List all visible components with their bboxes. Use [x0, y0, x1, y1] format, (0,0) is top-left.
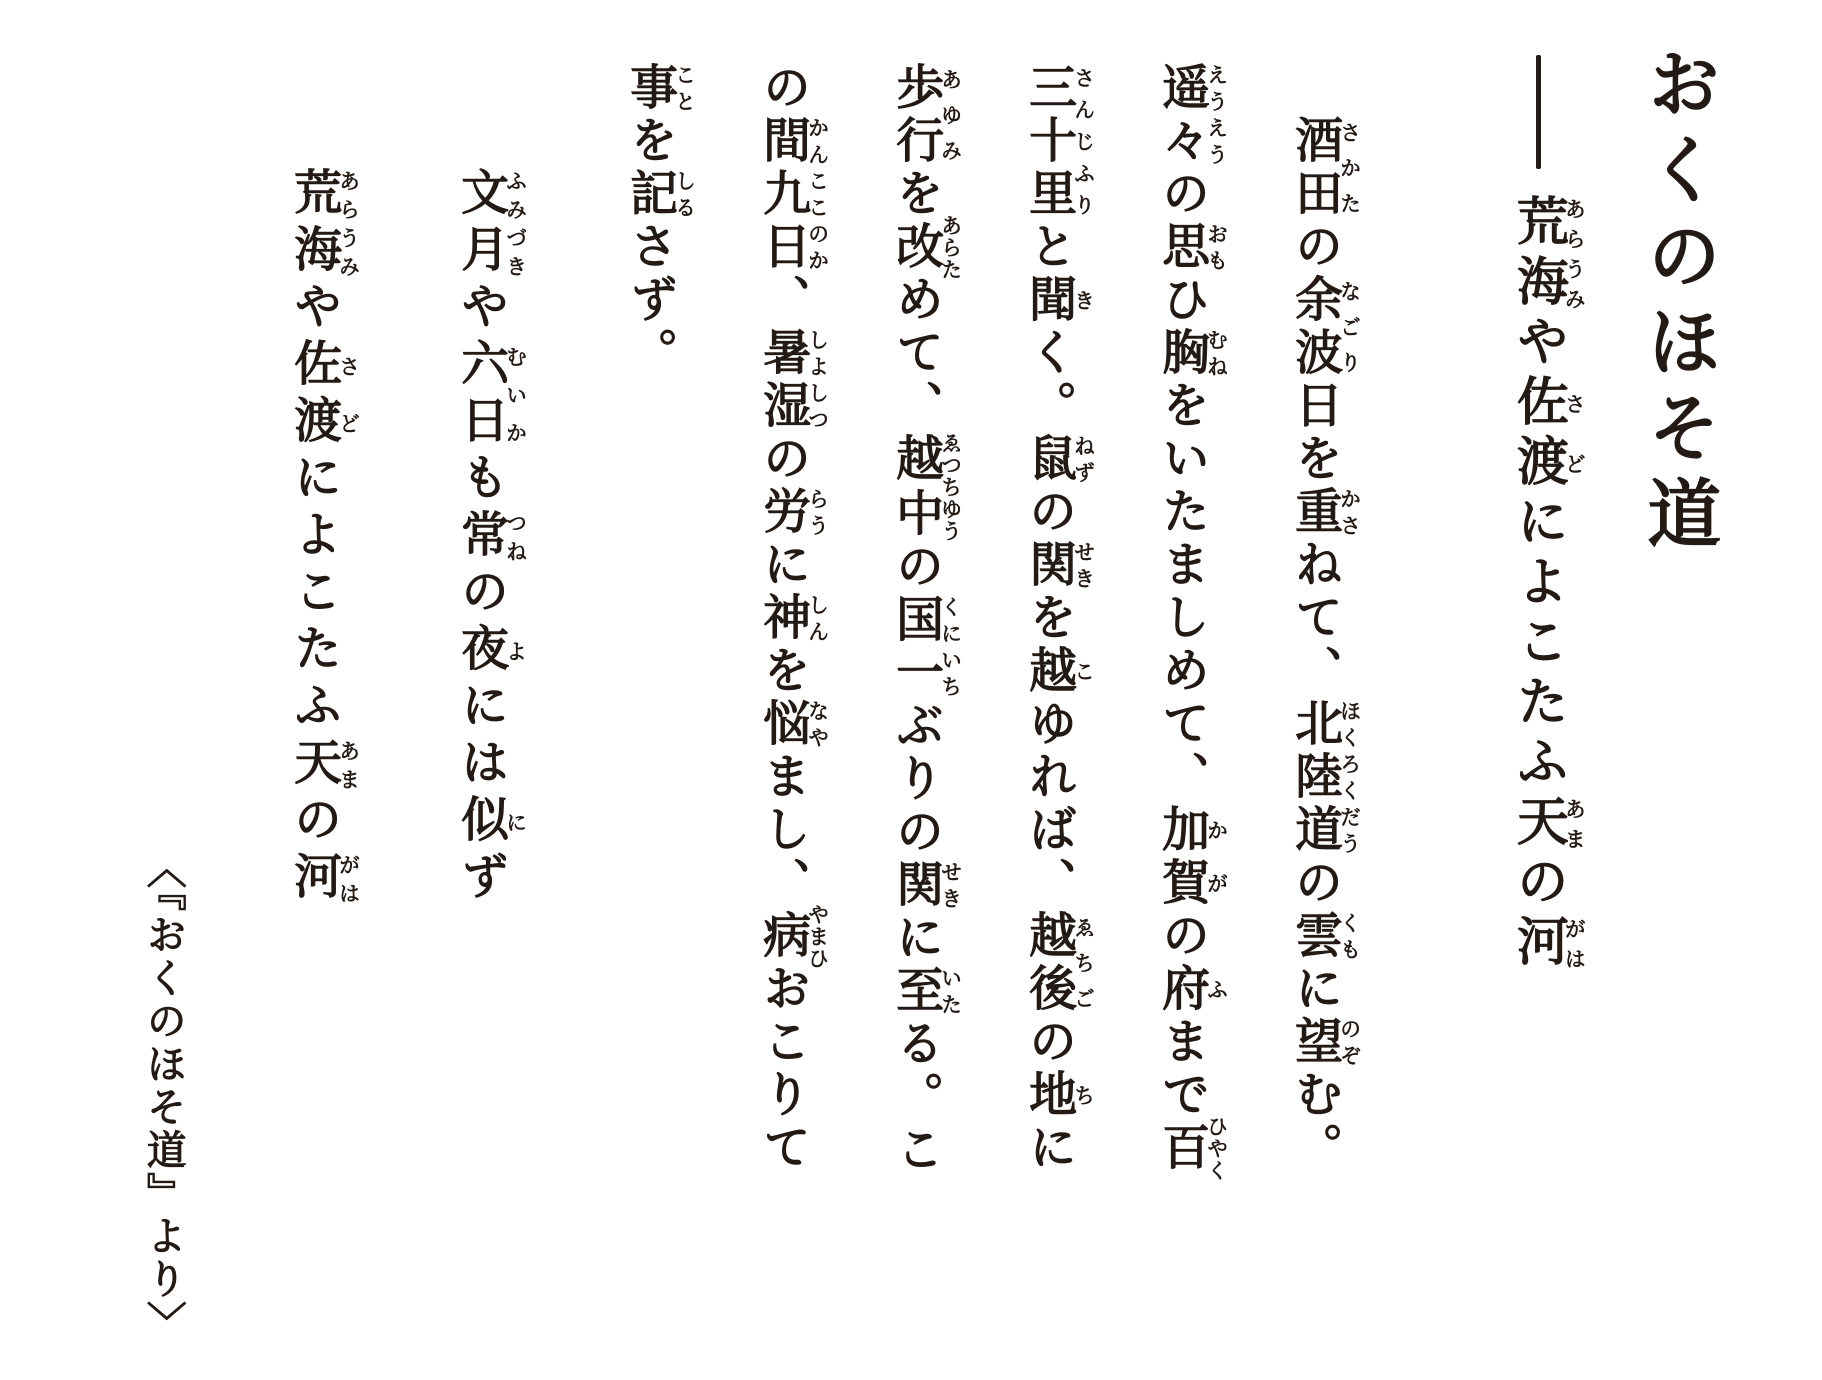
haiku-column-2: 荒海あらうみや佐渡さどによこたふ天あまの河がは — [285, 167, 361, 908]
haiku-column-1: 文月ふみづきや六日むいかも常つねの夜よには似にず — [452, 167, 528, 908]
body-column-6: 事ことを記しるさず。 — [621, 62, 697, 380]
body-column-4: 歩行あゆみを改あらためて、越中ゑつちゆうの国くに一いちぶりの関せきに至いたる。こ — [887, 62, 963, 1177]
body-column-3: 三十里さんじふりと聞きく。鼠ねずの関せきを越こゆれば、越後ゑちごの地ちに — [1020, 62, 1096, 1175]
subtitle-haiku: 荒海あらうみや佐渡さどによこたふ天あまの河がは — [1507, 194, 1587, 974]
source-citation: 〈『おくのほそ道』より〉 — [140, 848, 187, 1344]
em-dash-line — [1536, 55, 1541, 169]
body-column-1: 酒田さかたの余波なごり日を重かさねて、北陸道ほくろくだうの雲くもに望のぞむ。 — [1286, 115, 1362, 1175]
page-title: おくのほそ道 — [1635, 45, 1722, 561]
body-column-2: 遥々えうえうの思おもひ胸むねをいたましめて、加賀かがの府ふまで百ひやく — [1153, 62, 1229, 1182]
body-column-5: の間かん九日ここのか、暑湿しよしつの労らうに神しんを悩なやまし、病やまひおこりて — [754, 62, 830, 1175]
